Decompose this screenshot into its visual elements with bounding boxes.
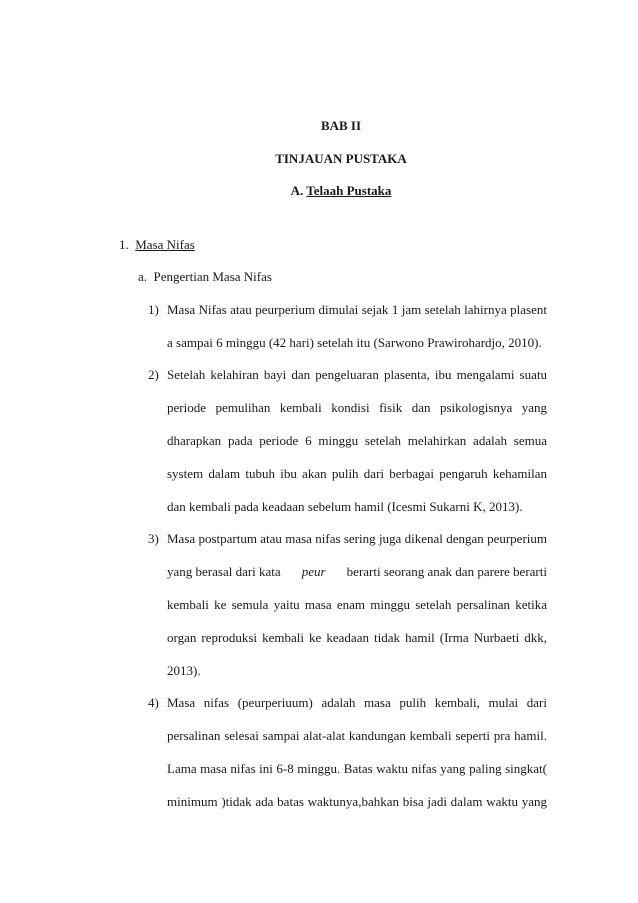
chapter-number: BAB II <box>320 118 362 133</box>
chapter-title: TINJAUAN PUSTAKA <box>275 151 407 166</box>
section-heading <box>22 183 638 199</box>
section-letter: A. <box>290 183 304 198</box>
paragraph-line: Masa postpartum atau masa nifas sering juga dikenal dengan peurperium <box>167 531 547 546</box>
paragraph-line: system dalam tubuh ibu akan pulih dari berbagai pengaruh kehamilan <box>167 466 547 481</box>
paragraph-line: Setelah kelahiran bayi dan pengeluaran plasenta, ibu mengalami suatu <box>167 367 547 382</box>
paragraph-line: 2013). <box>167 663 201 678</box>
paragraph-line: Masa Nifas atau peurperium dimulai sejak 1 jam setelah lahirnya plasent <box>167 302 547 317</box>
paragraph-line-mixed <box>167 564 547 580</box>
paragraph-line: Lama masa nifas ini 6-8 minggu. Batas waktu nifas yang paling singkat( <box>167 761 547 776</box>
paragraph-line: periode pemulihan kembali kondisi fisik dan psikologisnya yang <box>167 400 547 415</box>
paragraph-line: dharapkan pada periode 6 minggu setelah melahirkan adalah semua <box>167 433 547 448</box>
section-title: Telaah Pustaka <box>306 183 392 198</box>
paragraph-line: a sampai 6 minggu (42 hari) setelah itu (Sarwono Prawirohardjo, 2010). <box>167 335 542 350</box>
text-run: yang berasal dari kata <box>167 564 281 579</box>
paragraph-line: kembali ke semula yaitu masa enam minggu setelah persalinan ketika <box>167 597 547 612</box>
paragraph-line: Masa nifas (peurperiuum) adalah masa pulih kembali, mulai dari <box>167 695 547 710</box>
list-item-number: 2) <box>148 367 159 382</box>
paragraph-line: persalinan selesai sampai alat-alat kandungan kembali seperti pra hamil. <box>167 728 547 743</box>
italic-term: peur <box>301 564 326 579</box>
list-item-number: 1) <box>148 302 159 317</box>
heading-number: 1. <box>119 237 129 252</box>
subheading-letter: a. <box>138 269 148 284</box>
subheading-label: Pengertian Masa Nifas <box>153 269 272 284</box>
paragraph-line: dan kembali pada keadaan sebelum hamil (Icesmi Sukarni K, 2013). <box>167 499 523 514</box>
text-run: berarti seorang anak dan parere berarti <box>346 564 547 579</box>
heading-label: Masa Nifas <box>135 237 195 252</box>
heading-masa-nifas <box>119 237 195 253</box>
paragraph-line: minimum )tidak ada batas waktunya,bahkan bisa jadi dalam waktu yang <box>167 794 547 809</box>
paragraph-line: organ reproduksi kembali ke keadaan tidak hamil (Irma Nurbaeti dkk, <box>167 630 547 645</box>
list-item-number: 3) <box>148 531 159 546</box>
list-item-number: 4) <box>148 695 159 710</box>
subheading-pengertian <box>138 269 272 285</box>
